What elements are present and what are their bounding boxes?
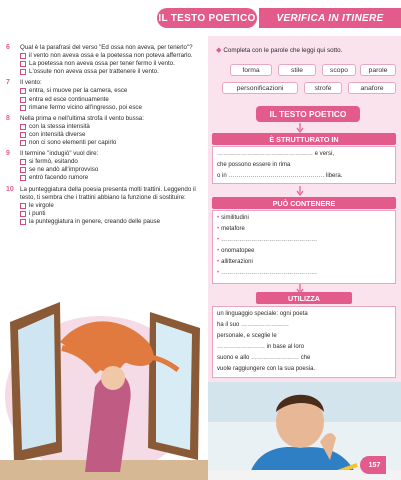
answer-label: con la stessa intensità: [29, 122, 90, 130]
answer-label: rimane fermo vicino all'ingresso, poi esce: [29, 103, 142, 111]
answer-label: il vento non aveva ossa e la poetessa non poteva afferrarlo.: [29, 52, 193, 60]
question-number: 9: [6, 150, 10, 158]
question-6: [6, 44, 202, 76]
answer-option: [20, 218, 202, 226]
answer-checkbox[interactable]: [20, 175, 26, 181]
answer-option: [20, 104, 202, 112]
word-chip: personificazioni: [222, 82, 298, 94]
bullet-icon: •: [217, 215, 220, 221]
question-8: [6, 115, 202, 147]
answer-checkbox[interactable]: [20, 167, 26, 173]
answer-checkbox[interactable]: [20, 124, 26, 130]
illustration-girl-window: [0, 292, 210, 480]
answer-label: entrò facendo rumore: [29, 174, 89, 182]
answer-checkbox[interactable]: [20, 105, 26, 111]
summary-panel: [208, 36, 401, 480]
answer-option: [20, 60, 202, 68]
bullet-icon: •: [217, 270, 220, 276]
question-10: [6, 186, 202, 226]
answer-option: [20, 166, 202, 174]
bullet-icon: •: [217, 237, 220, 243]
question-number: 10: [6, 185, 14, 193]
answer-checkbox[interactable]: [20, 211, 26, 217]
answer-checkbox[interactable]: [20, 159, 26, 165]
header-bar: [0, 0, 401, 36]
answer-label: le virgole: [29, 201, 54, 209]
section-title: IL TESTO POETICO: [157, 8, 257, 28]
answer-option: [20, 96, 202, 104]
answer-option: [20, 87, 202, 95]
answer-label: entra ed esce continuamente: [29, 95, 109, 103]
questions-column: [6, 44, 202, 229]
struct-card: ………………………………………… e versi, che possono essere in rima o in ………………………………………… libera.: [212, 146, 396, 184]
answer-label: la punteggiatura in genere, creando delle pause: [29, 217, 161, 225]
arrow-down-icon: [295, 186, 305, 196]
answer-label: si fermò, esitando: [29, 158, 78, 166]
answer-option: [20, 52, 202, 60]
answer-label: se ne andò all'improvviso: [29, 166, 99, 174]
content-item: • …………………………………………: [217, 270, 318, 276]
word-chip: anafore: [348, 82, 396, 94]
content-banner: PUÒ CONTENERE: [212, 197, 396, 209]
bullet-icon: •: [217, 259, 220, 265]
main-banner: IL TESTO POETICO: [256, 106, 360, 122]
answer-option: [20, 68, 202, 76]
content-item: • allitterazioni: [217, 259, 253, 265]
word-chip: stile: [278, 64, 316, 76]
answer-checkbox[interactable]: [20, 61, 26, 67]
word-chip: forma: [230, 64, 272, 76]
question-text: Il vento:: [20, 79, 42, 87]
question-text: Qual è la parafrasi del verso "Ed ossa non aveva, per tenerlo"?: [20, 44, 193, 51]
answer-option: [20, 139, 202, 147]
answer-checkbox[interactable]: [20, 88, 26, 94]
content-item: • similitudini: [217, 215, 249, 221]
question-number: 6: [6, 44, 10, 51]
struct-banner: È STRUTTURATO IN: [212, 133, 396, 145]
answer-checkbox[interactable]: [20, 140, 26, 146]
arrow-down-icon: [295, 123, 305, 133]
answer-label: L'ossute non aveva ossa per trattenere il vento.: [29, 68, 159, 76]
question-9: [6, 150, 202, 182]
answer-option: [20, 174, 202, 182]
word-chip: scopo: [322, 64, 356, 76]
answer-option: [20, 158, 202, 166]
question-text: Nella prima e nell'ultima strofa il vento bussa:: [20, 114, 144, 122]
answer-label: non ci sono elementi per capirlo: [29, 139, 117, 147]
question-text: La punteggiatura della poesia presenta molti trattini. Leggendo il testo, ti sembra che i trattini abbiano la funzione di sostituire:: [20, 185, 196, 201]
content-item: • metafore: [217, 226, 245, 232]
instruction: ◆ Completa con le parole che leggi qui sotto.: [216, 47, 343, 54]
answer-label: con intensità diverse: [29, 130, 86, 138]
section-tag: VERIFICA IN ITINERE: [259, 8, 401, 28]
answer-option: [20, 123, 202, 131]
answer-checkbox[interactable]: [20, 97, 26, 103]
word-chip: strofe: [304, 82, 342, 94]
answer-checkbox[interactable]: [20, 219, 26, 225]
answer-label: i punti: [29, 209, 46, 217]
word-chip: parole: [360, 64, 396, 76]
question-number: 8: [6, 114, 10, 122]
answer-checkbox[interactable]: [20, 69, 26, 75]
bullet-icon: •: [217, 248, 220, 254]
answer-option: [20, 131, 202, 139]
answer-label: entra, si muove per la camera, esce: [29, 87, 128, 95]
question-number: 7: [6, 79, 10, 87]
question-text: Il termine "indugiò" vuol dire:: [20, 150, 99, 158]
use-banner: UTILIZZA: [256, 292, 352, 304]
content-card: [212, 210, 396, 284]
bullet-icon: •: [217, 226, 220, 232]
use-card: un linguaggio speciale: ogni poeta ha il suo …………………… personale, e sceglie le …………………… in base al loro suono e allo …………………… che vuole raggiungere con la sua poesia.: [212, 306, 396, 378]
page-number: 157: [360, 456, 386, 474]
answer-checkbox[interactable]: [20, 203, 26, 209]
answer-checkbox[interactable]: [20, 53, 26, 59]
answer-label: La poetessa non aveva ossa per tener fermo il vento.: [29, 60, 175, 68]
question-7: [6, 79, 202, 111]
answer-option: [20, 210, 202, 218]
content-item: • onomatopee: [217, 248, 255, 254]
answer-option: [20, 202, 202, 210]
answer-checkbox[interactable]: [20, 132, 26, 138]
content-item: • …………………………………………: [217, 237, 318, 243]
